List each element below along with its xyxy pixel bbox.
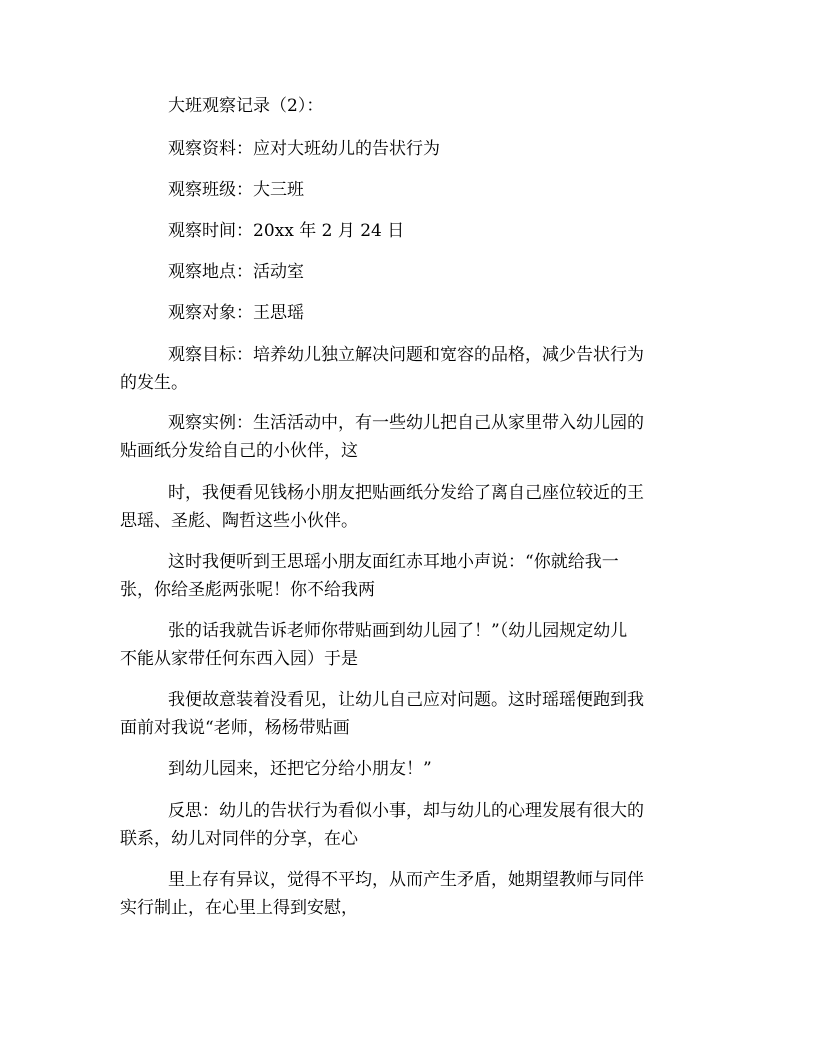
field-subject <box>120 299 700 327</box>
field-subject-text: 观察对象：王思瑶 <box>168 303 304 323</box>
case-p6-line-1: 到幼儿园来，还把它分给小朋友！” <box>168 759 432 779</box>
goal-line-1: 观察目标：培养幼儿独立解决问题和宽容的品格，减少告状行为 <box>168 345 644 365</box>
case-paragraph-4 <box>120 617 700 673</box>
field-material-text: 观察资料：应对大班幼儿的告状行为 <box>168 139 440 159</box>
case-p5-line-2: 面前对我说“老师，杨杨带贴画 <box>120 718 350 738</box>
goal-paragraph <box>120 341 700 397</box>
reflection-p2-line-1: 里上存有异议，觉得不平均，从而产生矛盾，她期望教师与同伴 <box>168 870 644 890</box>
case-paragraph-5 <box>120 686 700 742</box>
case-p2-line-1: 时，我便看见钱杨小朋友把贴画纸分发给了离自己座位较近的王 <box>168 483 644 503</box>
case-paragraph-6 <box>120 755 700 783</box>
field-time-text: 观察时间：20xx 年 2 月 24 日 <box>168 221 405 241</box>
reflection-p1-line-2: 联系，幼儿对同伴的分享，在心 <box>120 829 358 849</box>
reflection-paragraph-1 <box>120 797 700 853</box>
case-p3-line-1: 这时我便听到王思瑶小朋友面红赤耳地小声说：“你就给我一 <box>168 552 619 572</box>
field-place <box>120 258 700 286</box>
case-p1-line-2: 贴画纸分发给自己的小伙伴，这 <box>120 441 358 461</box>
case-p3-line-2: 张，你给圣彪两张呢！你不给我两 <box>120 580 375 600</box>
case-p2-line-2: 思瑶、圣彪、陶哲这些小伙伴。 <box>120 511 358 531</box>
case-paragraph-1 <box>120 409 700 465</box>
goal-line-2: 的发生。 <box>120 373 188 393</box>
field-class-text: 观察班级：大三班 <box>168 180 304 200</box>
field-class <box>120 176 700 204</box>
reflection-paragraph-2 <box>120 866 700 922</box>
case-p4-line-1: 张的话我就告诉老师你带贴画到幼儿园了！”（幼儿园规定幼儿 <box>168 621 628 641</box>
reflection-p1-line-1: 反思：幼儿的告状行为看似小事，却与幼儿的心理发展有很大的 <box>168 801 644 821</box>
case-paragraph-3 <box>120 548 700 604</box>
case-p4-line-2: 不能从家带任何东西入园）于是 <box>120 649 358 669</box>
document-heading <box>120 92 700 120</box>
heading-text: 大班观察记录（2）： <box>168 96 324 116</box>
case-p5-line-1: 我便故意装着没看见，让幼儿自己应对问题。这时瑶瑶便跑到我 <box>168 690 644 710</box>
field-time <box>120 217 700 245</box>
field-material <box>120 135 700 163</box>
field-place-text: 观察地点：活动室 <box>168 262 304 282</box>
reflection-p2-line-2: 实行制止，在心里上得到安慰， <box>120 898 358 918</box>
case-p1-line-1: 观察实例：生活活动中，有一些幼儿把自己从家里带入幼儿园的 <box>168 413 644 433</box>
case-paragraph-2 <box>120 479 700 535</box>
